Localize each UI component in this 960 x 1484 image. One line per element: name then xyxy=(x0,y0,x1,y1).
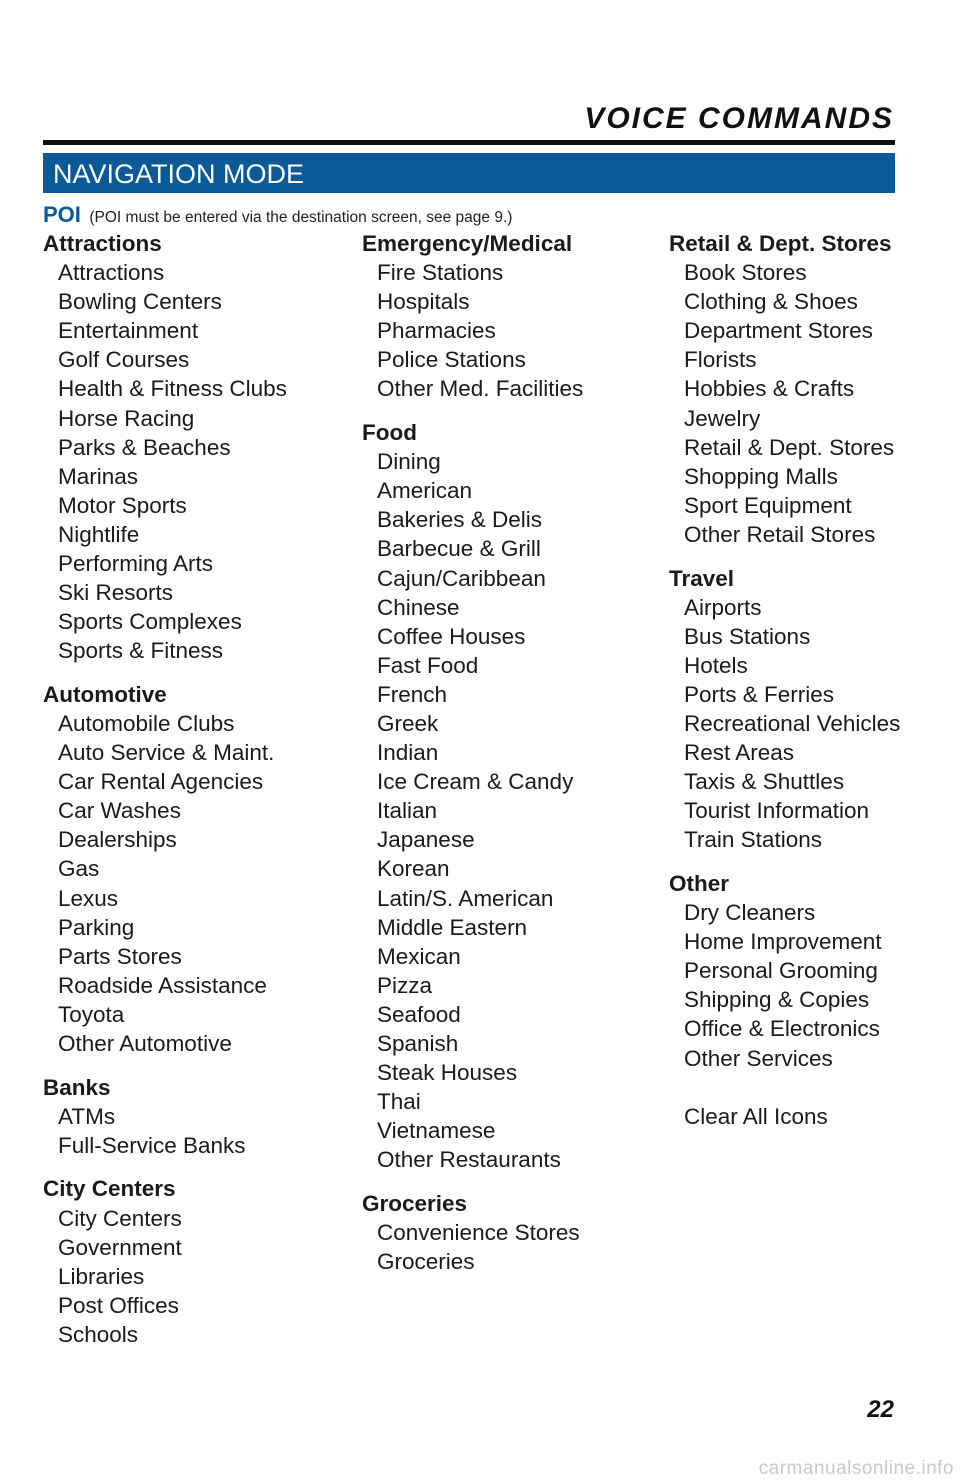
category-heading: Attractions xyxy=(43,231,162,256)
category-heading: Banks xyxy=(43,1074,111,1100)
header-rule xyxy=(43,140,895,145)
category-item: Home Improvement xyxy=(684,929,882,955)
category-item: Clothing & Shoes xyxy=(684,289,858,315)
category-item: Middle Eastern xyxy=(377,914,528,940)
category-item: Korean xyxy=(377,856,450,882)
category-heading: Automotive xyxy=(43,681,167,707)
poi-label: POI xyxy=(43,202,81,227)
category-item: City Centers xyxy=(58,1205,182,1231)
category-heading: City Centers xyxy=(43,1176,176,1202)
category-item: Dry Cleaners xyxy=(684,900,816,926)
category-item: Italian xyxy=(377,798,438,824)
category-item: Ice Cream & Candy xyxy=(377,769,574,795)
category-group xyxy=(43,229,287,665)
category-item: Recreational Vehicles xyxy=(684,711,901,736)
category-item: Other Automotive xyxy=(58,1031,232,1057)
column-2 xyxy=(362,229,583,1291)
category-group xyxy=(669,869,900,1073)
category-item: Gas xyxy=(58,856,100,882)
category-item: Groceries xyxy=(377,1249,475,1275)
column-3-groups xyxy=(669,229,900,1073)
category-item: Parking xyxy=(58,914,135,940)
category-item: Greek xyxy=(377,711,439,736)
category-item: Toyota xyxy=(58,1001,125,1027)
category-item: Lexus xyxy=(58,885,119,911)
category-heading: Food xyxy=(362,420,417,446)
category-item: Ski Resorts xyxy=(58,580,174,606)
mode-banner: NAVIGATION MODE xyxy=(43,153,895,193)
category-heading: Groceries xyxy=(362,1191,468,1216)
category-group xyxy=(43,1174,287,1349)
category-item: Cajun/Caribbean xyxy=(377,565,546,591)
category-item: American xyxy=(377,478,473,504)
category-item: Bakeries & Delis xyxy=(377,507,543,533)
category-item: Entertainment xyxy=(58,318,199,344)
category-item: Horse Racing xyxy=(58,405,195,431)
category-item: Florists xyxy=(684,347,757,373)
category-item: Bus Stations xyxy=(684,623,811,649)
category-heading: Retail & Dept. Stores xyxy=(669,231,892,256)
category-item: French xyxy=(377,681,448,707)
watermark: carmanualsonline.info xyxy=(758,1458,954,1479)
category-item: Taxis & Shuttles xyxy=(684,769,845,795)
category-item: Spanish xyxy=(377,1031,459,1057)
category-item: Roadside Assistance xyxy=(58,972,267,998)
category-item: Sports & Fitness xyxy=(58,638,224,664)
category-item: Golf Courses xyxy=(58,347,190,373)
category-item: Marinas xyxy=(58,463,139,489)
category-heading: Emergency/Medical xyxy=(362,231,573,256)
category-item: Thai xyxy=(377,1089,421,1115)
category-item: Mexican xyxy=(377,943,461,969)
category-item: Japanese xyxy=(377,827,475,853)
category-group xyxy=(43,1073,287,1160)
category-item: Other Restaurants xyxy=(377,1147,561,1173)
category-item: Book Stores xyxy=(684,260,807,286)
category-item: Health & Fitness Clubs xyxy=(58,376,287,402)
category-item: Sport Equipment xyxy=(684,492,852,518)
category-item: Performing Arts xyxy=(58,551,214,577)
category-item: Jewelry xyxy=(684,405,761,431)
category-item: Schools xyxy=(58,1321,139,1347)
category-item: Car Washes xyxy=(58,798,181,824)
category-item: Hotels xyxy=(684,652,748,678)
page-number: 22 xyxy=(867,1396,894,1423)
category-item: Airports xyxy=(684,594,762,620)
category-item: Motor Sports xyxy=(58,492,187,518)
category-group xyxy=(43,680,287,1058)
category-item: Parks & Beaches xyxy=(58,434,231,460)
category-item: Nightlife xyxy=(58,521,140,547)
category-item: Pizza xyxy=(377,972,433,998)
category-item: Personal Grooming xyxy=(684,958,878,984)
category-item: Vietnamese xyxy=(377,1118,496,1144)
category-item: Libraries xyxy=(58,1263,145,1289)
category-group xyxy=(669,564,900,855)
category-item: Other Services xyxy=(684,1045,833,1071)
category-item: Ports & Ferries xyxy=(684,681,835,707)
category-item: Convenience Stores xyxy=(377,1220,580,1246)
category-item: Government xyxy=(58,1234,182,1260)
category-item: Department Stores xyxy=(684,318,873,344)
category-item: Coffee Houses xyxy=(377,623,526,649)
category-item: Barbecue & Grill xyxy=(377,536,541,562)
category-item: Other Retail Stores xyxy=(684,521,876,547)
category-item: Auto Service & Maint. xyxy=(58,740,275,766)
category-item: Parts Stores xyxy=(58,943,182,969)
category-item: Dining xyxy=(377,449,441,475)
category-item: Steak Houses xyxy=(377,1060,518,1086)
category-item: Latin/S. American xyxy=(377,885,554,911)
category-item: Shipping & Copies xyxy=(684,987,870,1013)
category-heading: Travel xyxy=(669,565,735,591)
category-item: Seafood xyxy=(377,1001,461,1027)
category-item: Hospitals xyxy=(377,289,470,315)
poi-note: (POI must be entered via the destination screen, see page 9.) xyxy=(89,209,513,226)
category-item: Sports Complexes xyxy=(58,609,242,635)
category-group xyxy=(669,229,900,549)
column-3 xyxy=(669,229,900,1131)
poi-line xyxy=(43,200,512,230)
section-title: VOICE COMMANDS xyxy=(584,102,894,135)
category-group xyxy=(362,418,583,1174)
category-item: Hobbies & Crafts xyxy=(684,376,855,402)
category-item: ATMs xyxy=(58,1103,116,1129)
category-group xyxy=(362,229,583,404)
category-item: Pharmacies xyxy=(377,318,496,344)
category-item: Dealerships xyxy=(58,827,177,853)
category-item: Tourist Information xyxy=(684,798,870,824)
category-item: Other Med. Facilities xyxy=(377,376,584,402)
category-item: Fire Stations xyxy=(377,260,504,286)
category-item: Indian xyxy=(377,740,439,766)
category-item: Automobile Clubs xyxy=(58,711,235,736)
category-item: Rest Areas xyxy=(684,740,795,766)
category-item: Attractions xyxy=(58,260,165,286)
category-item: Police Stations xyxy=(377,347,526,373)
category-item: Full-Service Banks xyxy=(58,1132,246,1158)
category-item: Train Stations xyxy=(684,827,822,853)
clear-all-icons-item: Clear All Icons xyxy=(684,1103,828,1129)
category-item: Shopping Malls xyxy=(684,463,838,489)
category-item: Fast Food xyxy=(377,652,479,678)
column-1 xyxy=(43,229,287,1363)
category-item: Office & Electronics xyxy=(684,1016,880,1042)
category-heading: Other xyxy=(669,870,730,896)
category-item: Post Offices xyxy=(58,1292,179,1318)
category-item: Chinese xyxy=(377,594,460,620)
category-group xyxy=(362,1189,583,1276)
category-item: Bowling Centers xyxy=(58,289,222,315)
category-item: Retail & Dept. Stores xyxy=(684,434,895,460)
category-item: Car Rental Agencies xyxy=(58,769,264,795)
